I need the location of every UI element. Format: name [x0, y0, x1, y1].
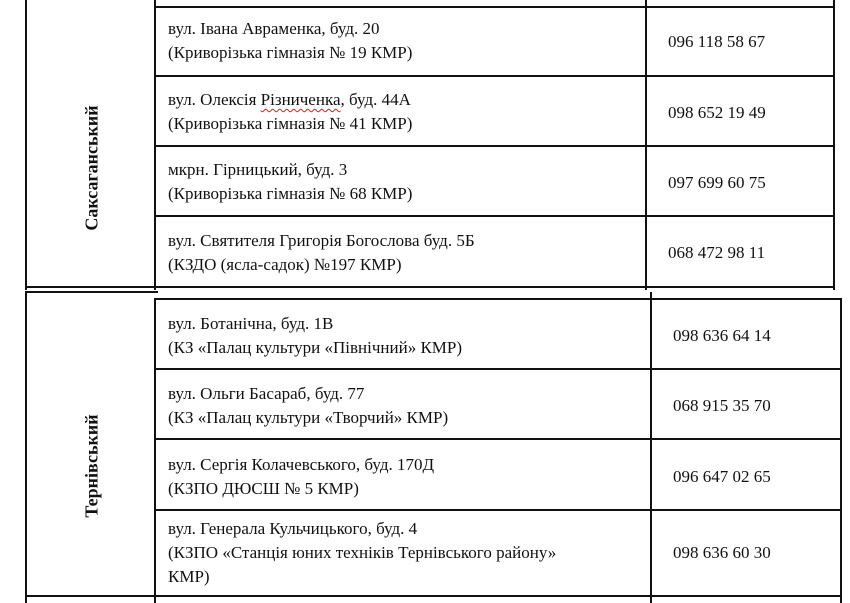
address-line: вул. Святителя Григорія Богослова буд. 5Б	[168, 231, 475, 250]
grid-line	[154, 145, 835, 147]
phone-number: 098 636 60 30	[673, 543, 771, 562]
address-line: вул. Ботанічна, буд. 1В	[168, 314, 334, 333]
address-line: вул. Сергія Колачевського, буд. 170Д	[168, 455, 435, 474]
grid-line	[25, 0, 27, 290]
grid-line	[154, 368, 842, 370]
grid-line	[154, 6, 835, 8]
address-line: вул. Олексія Різниченка, буд. 44А	[168, 90, 411, 109]
institution-line: (Криворізька гімназія № 19 КМР)	[168, 43, 413, 62]
grid-line	[154, 509, 842, 511]
phone-number: 097 699 60 75	[668, 173, 766, 192]
grid-line	[154, 298, 156, 603]
phone-number: 096 118 58 67	[668, 32, 766, 51]
institution-line: (Криворізька гімназія № 41 КМР)	[168, 114, 413, 133]
address-line: вул. Івана Авраменка, буд. 20	[168, 19, 380, 38]
phone-number: 098 652 19 49	[668, 103, 766, 122]
grid-line	[840, 298, 842, 603]
institution-line: (КЗ «Палац культури «Північний» КМР)	[168, 338, 463, 357]
grid-line	[25, 595, 842, 597]
address-line: мкрн. Гірницький, буд. 3	[168, 160, 348, 179]
district-label: Тернівський	[81, 414, 102, 518]
grid-line	[154, 215, 835, 217]
institution-line: (КЗДО (ясла-садок) №197 КМР)	[168, 255, 402, 274]
grid-line	[25, 291, 158, 293]
phone-number: 068 472 98 11	[668, 243, 766, 262]
grid-line	[154, 438, 842, 440]
institution-line-continued: КМР)	[168, 567, 210, 586]
district-label: Саксаганський	[81, 105, 102, 231]
address-line: вул. Генерала Кульчицького, буд. 4	[168, 519, 418, 538]
phone-number: 098 636 64 14	[673, 326, 771, 345]
grid-line	[154, 75, 835, 77]
address-line: вул. Ольги Басараб, буд. 77	[168, 384, 365, 403]
institution-line: (КЗПО «Станція юних техніків Тернівського району»	[168, 543, 557, 562]
grid-line	[25, 286, 835, 288]
grid-line	[650, 292, 652, 603]
institution-line: (Криворізька гімназія № 68 КМР)	[168, 184, 413, 203]
institution-line: (КЗ «Палац культури «Творчий» КМР)	[168, 408, 449, 427]
grid-line	[154, 298, 842, 300]
phone-number: 096 647 02 65	[673, 467, 771, 486]
spellcheck-flagged-word: Різниченка	[260, 90, 341, 109]
grid-line	[25, 292, 27, 603]
phone-number: 068 915 35 70	[673, 396, 771, 415]
institution-line: (КЗПО ДЮСШ № 5 КМР)	[168, 479, 359, 498]
